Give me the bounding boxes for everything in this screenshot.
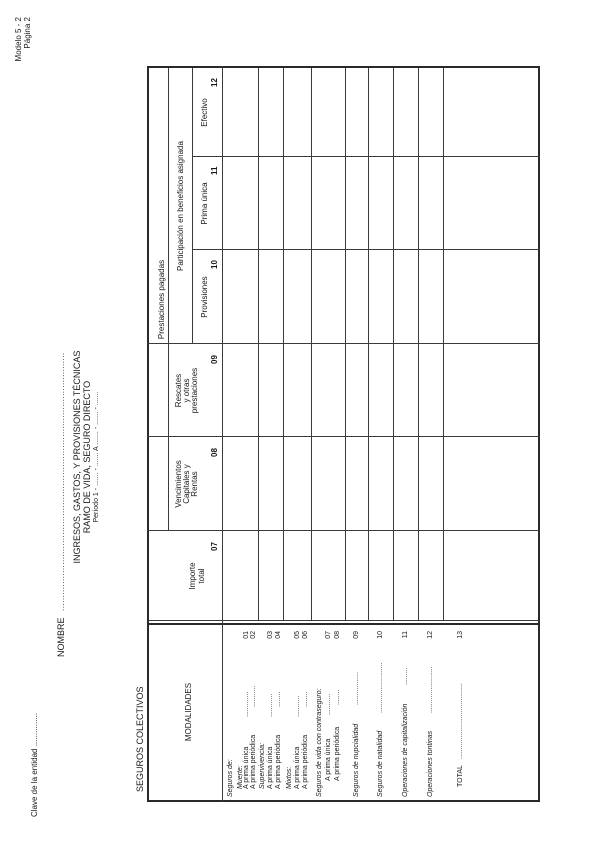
row-03-dots: ............ — [267, 693, 274, 717]
period-line: Período 1 - ....... - ....... A ....... - ....... - ....... — [93, 391, 100, 523]
modalidades-header: MODALIDADES — [184, 682, 193, 742]
col-line-10 — [192, 249, 540, 250]
model-number: Modelo 5 - 2 — [14, 17, 23, 62]
importe-header-line2: total — [197, 568, 206, 584]
rescates-header-line3: prestaciones — [190, 367, 199, 414]
row-12-code: 12 — [427, 631, 434, 639]
row-01-code: 01 — [243, 631, 250, 639]
row-02-label: A prima periódica — [250, 734, 257, 789]
row-11-code: 11 — [402, 631, 409, 639]
row-12-dots: ........................ — [427, 666, 434, 713]
entity-key: Clave de la entidad ............... — [30, 712, 39, 817]
row-02-dots: ........... — [250, 685, 257, 707]
row-07-dots: ........... — [325, 693, 332, 715]
row-03-code: 03 — [267, 631, 274, 639]
row-05-label: A prima única — [294, 746, 301, 789]
row-10-code: 10 — [377, 631, 384, 639]
participacion-divider — [192, 68, 193, 344]
row-08-label: A prima periódica — [334, 726, 341, 781]
row-01-label: A prima única — [243, 746, 250, 789]
row-01-dots: ............. — [243, 691, 250, 717]
title-line-2: RAMO DE VIDA, SEGURO DIRECTO — [82, 380, 92, 534]
row-03-label: A prima única — [267, 746, 274, 789]
row-07-code: 07 — [325, 631, 332, 639]
row-line-after-02 — [258, 68, 259, 621]
row-04-dots: ........ — [275, 691, 282, 707]
row-10-label: Seguros de natalidad — [377, 730, 384, 797]
prestaciones-header: Prestaciones pagadas — [157, 259, 166, 340]
header-separator-1 — [147, 623, 540, 625]
row-04-label: A prima periódica — [275, 734, 282, 789]
row-06-label: A prima periódica — [302, 734, 309, 789]
provisiones-code: 10 — [210, 260, 219, 269]
row-13-label: TOTAL — [457, 765, 464, 787]
row-13-code: 13 — [457, 631, 464, 639]
row-11-label: Operaciones de capitalización — [402, 703, 409, 797]
row-07-label: A prima única — [325, 738, 332, 781]
participacion-header: Participación en beneficios asignada — [176, 141, 185, 271]
efectivo-code: 12 — [210, 78, 219, 87]
importe-header-line1: Importe — [188, 562, 197, 590]
rescates-header-line1: Rescates — [174, 373, 183, 408]
row-10-dots: .......................... — [377, 662, 384, 713]
supervivencia-label: Supervivencia: — [259, 743, 266, 789]
row-line-after-09 — [368, 68, 369, 621]
rescates-code: 09 — [210, 355, 219, 364]
provisiones-header: Provisiones — [200, 276, 209, 318]
row-08-dots: ........ — [334, 689, 341, 705]
row-line-after-11 — [418, 68, 419, 621]
mixtos-label: Mixtos: — [286, 766, 293, 789]
row-06-code: 06 — [302, 631, 309, 639]
section-title: SEGUROS COLECTIVOS — [135, 686, 145, 792]
venc-code: 08 — [210, 448, 219, 457]
venc-header-line1: Vencimientos — [174, 460, 183, 508]
row-06-dots: ........ — [302, 691, 309, 707]
prima-unica-code: 11 — [210, 166, 219, 175]
rescates-header-line2: y otras — [182, 378, 191, 403]
row-line-after-06 — [311, 68, 312, 621]
col-line-08 — [147, 436, 540, 437]
importe-code: 07 — [210, 542, 219, 551]
row-05-dots: ........... — [294, 695, 301, 717]
row-12-label: Operaciones tontinas — [427, 730, 434, 797]
row-02-code: 02 — [250, 631, 257, 639]
table-top-border — [147, 66, 149, 802]
name-label: NOMBRE — [56, 617, 66, 657]
muerte-label: Muerte: — [237, 765, 244, 789]
row-09-label: Seguros de nupcialidad — [353, 723, 360, 797]
name-dots: ............................................................................................... — [57, 352, 66, 611]
page-number: Página 2 — [23, 17, 32, 49]
row-09-code: 09 — [353, 631, 360, 639]
row-08-code: 08 — [334, 631, 341, 639]
row-04-code: 04 — [275, 631, 282, 639]
title-line-1: INGRESOS, GASTOS, Y PROVISIONES TÉCNICAS — [72, 350, 82, 564]
row-05-code: 05 — [294, 631, 301, 639]
col-line-11 — [192, 156, 540, 157]
table-bottom-border — [538, 66, 540, 802]
row-09-dots: ................. — [353, 671, 360, 705]
prestaciones-divider — [168, 68, 169, 531]
table-left-border — [147, 800, 540, 802]
venc-header-line2: Capitales y — [182, 464, 191, 504]
row-line-after-04 — [283, 68, 284, 621]
seguros-de-label: Seguros de: — [227, 759, 234, 797]
header-bottom-line — [222, 66, 223, 802]
row-line-after-08 — [345, 68, 346, 621]
prima-unica-header: Prima única — [200, 182, 209, 225]
row-line-after-12 — [443, 68, 444, 621]
contraseguro-label: Seguros de vida con contraseguro: — [316, 688, 323, 797]
row-line-after-10 — [393, 68, 394, 621]
efectivo-header: Efectivo — [200, 98, 209, 127]
venc-header-line3: Rentas — [190, 471, 199, 497]
row-13-dots: ....................................... — [457, 683, 464, 759]
row-11-dots: ......... — [402, 667, 409, 685]
